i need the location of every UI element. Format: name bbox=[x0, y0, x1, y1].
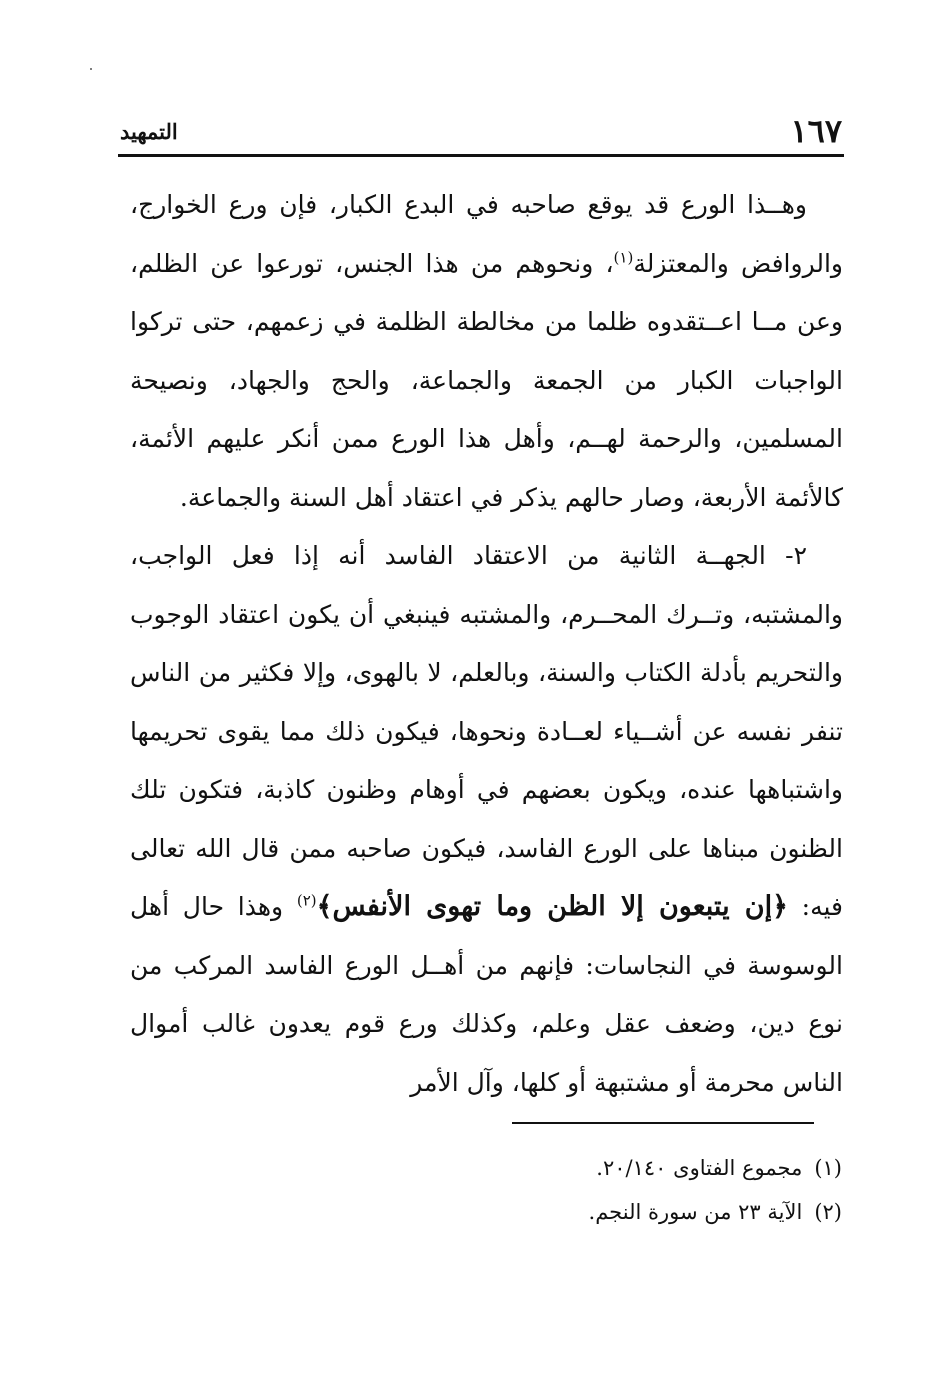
footnote-1 bbox=[400, 1146, 842, 1190]
body-text bbox=[130, 176, 843, 1112]
footnote-ref-1: (١) bbox=[613, 248, 634, 267]
paragraph-2 bbox=[130, 527, 843, 1112]
footnote-separator bbox=[512, 1122, 814, 1124]
scan-speck bbox=[90, 68, 92, 70]
page-header bbox=[120, 112, 842, 158]
paragraph-2-text: ٢- الجهــة الثانية من الاعتقاد الفاسد أنه إذا فعل الواجب، والمشتبه، وتــرك المحــرم، والمشتبه فينبغي أن يكون اعتقاد الوجوب والتحريم بأدلة الكتاب والسنة، وبالعلم، لا بالهوى، وإلا فكثير من الناس تنفر نفسه عن أشــياء لعــادة ونحوها، فيكون ذلك مما يقوى تحريمها واشتباهها عنده، ويكون بعضهم في أوهام وظنون كاذبة، فتكون تلك الظنون مبناها على الورع الفاسد، فيكون صاحبه ممن قال الله تعالى فيه: bbox=[130, 541, 843, 921]
quran-verse: ﴿إن يتبعون إلا الظن وما تهوى الأنفس﴾ bbox=[316, 891, 788, 922]
paragraph-1 bbox=[130, 176, 843, 527]
running-head: التمهيد bbox=[120, 119, 178, 144]
footnote-text: الآية ٢٣ من سورة النجم. bbox=[588, 1200, 803, 1224]
footnote-2 bbox=[400, 1190, 842, 1234]
footnote-mark: (١) bbox=[814, 1156, 842, 1180]
footnotes bbox=[400, 1146, 842, 1234]
footnote-ref-2: (٢) bbox=[296, 891, 317, 910]
header-rule bbox=[118, 154, 844, 157]
paragraph-1-text-cont: ، ونحوهم من هذا الجنس، تورعوا عن الظلم، وعن مــا اعــتقدوه ظلما من مخالطة الظلمة في زعمهم، حتى تركوا الواجبات الكبار من الجمعة والجماعة، والحج والجهاد، ونصيحة المسلمين، والرحمة لهــم، وأهل هذا الورع ممن أنكر عليهم الأئمة، كالأئمة الأربعة، وصار حالهم يذكر في اعتقاد أهل السنة والجماعة. bbox=[130, 248, 843, 512]
page-number: ١٦٧ bbox=[790, 112, 842, 150]
footnote-text: مجموع الفتاوى ٢٠/١٤٠. bbox=[596, 1156, 803, 1180]
paragraph-1-text: وهــذا الورع قد يوقع صاحبه في البدع الكبار، فإن ورع الخوارج، والروافض والمعتزلة bbox=[130, 190, 844, 278]
paragraph-2-text-cont: وهذا حال أهل الوسوسة في النجاسات: فإنهم من أهــل الورع الفاسد المركب من نوع دين، وضعف عقل وعلم، وكذلك ورع قوم يعدون غالب أموال الناس محرمة أو مشتبهة أو كلها، وآل الأمر bbox=[130, 892, 843, 1097]
footnote-mark: (٢) bbox=[814, 1200, 842, 1224]
